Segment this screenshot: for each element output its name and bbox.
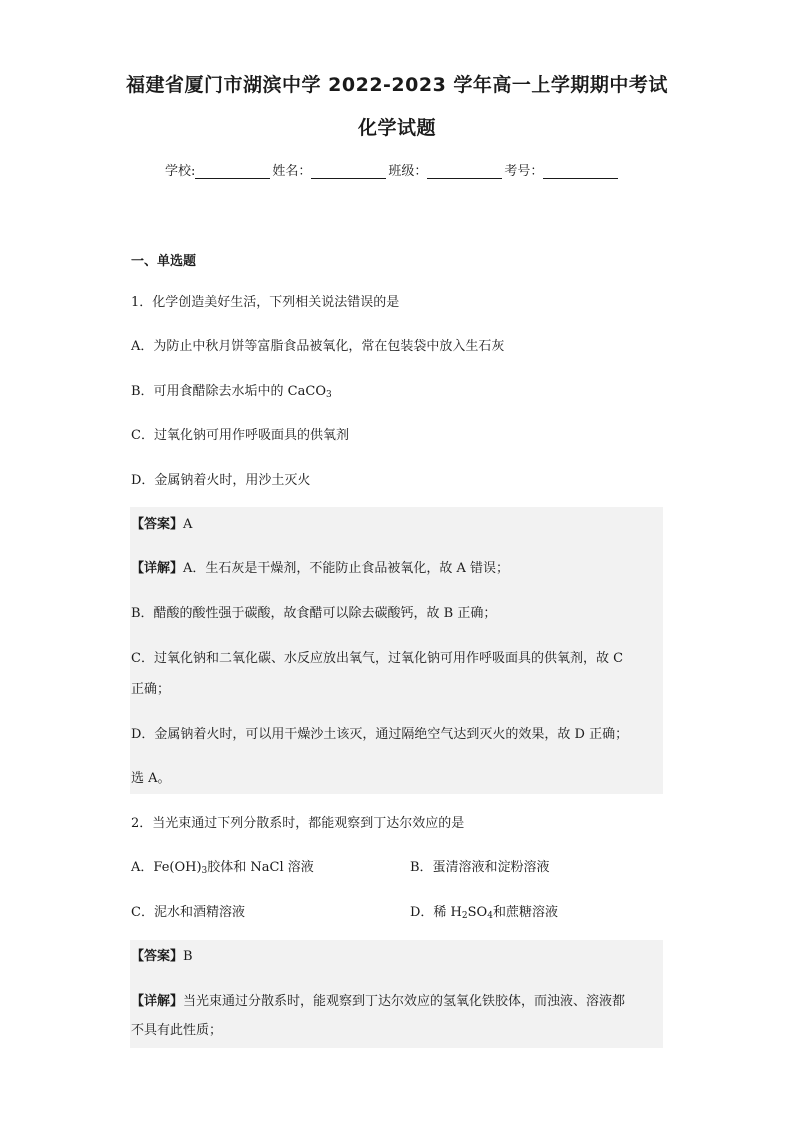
q1-option-a: A．为防止中秋月饼等富脂食品被氧化，常在包装袋中放入生石灰 bbox=[131, 339, 505, 354]
q1-option-b-text: B．可用食醋除去水垢中的 CaCO bbox=[131, 384, 326, 399]
q2-answer-value: B bbox=[183, 949, 193, 964]
class-blank bbox=[427, 166, 502, 179]
q2-stem: 2．当光束通过下列分散系时，都能观察到丁达尔效应的是 bbox=[131, 816, 465, 831]
section-heading: 一、单选题 bbox=[131, 254, 197, 269]
q2-answer-label: 【答案】 bbox=[131, 949, 184, 964]
q1-explain-c1: C．过氧化钠和二氧化碳、水反应放出氧气，过氧化钠可用作呼吸面具的供氧剂，故 C bbox=[131, 651, 624, 666]
q1-explain-c2: 正确； bbox=[131, 682, 171, 697]
name-label: 姓名： bbox=[272, 164, 312, 179]
q1-explain-a bbox=[131, 560, 509, 578]
q1-option-c: C．过氧化钠可用作呼吸面具的供氧剂 bbox=[131, 428, 349, 443]
q1-explain-a-text: A．生石灰是干燥剂，不能防止食品被氧化，故 A 错误； bbox=[183, 561, 510, 576]
q2-option-a-subscript: 3 bbox=[201, 866, 208, 876]
document-title: 福建省厦门市湖滨中学 2022-2023 学年高一上学期期中考试 bbox=[126, 74, 668, 96]
name-blank bbox=[311, 166, 386, 179]
class-label: 班级： bbox=[388, 164, 428, 179]
q2-option-d-post: 和蔗糖溶液 bbox=[492, 905, 558, 920]
q2-explain-label: 【详解】 bbox=[131, 994, 184, 1009]
q1-explain-d: D．金属钠着火时，可以用干燥沙土该灭，通过隔绝空气达到灭火的效果，故 D 正确； bbox=[131, 727, 629, 742]
q2-explain-1-text: 当光束通过分散系时，能观察到丁达尔效应的氢氧化铁胶体，而浊液、溶液都 bbox=[183, 994, 626, 1009]
q1-answer-label: 【答案】 bbox=[131, 517, 184, 532]
q2-explain-1 bbox=[131, 993, 625, 1011]
q2-option-a-pre: A．Fe(OH) bbox=[131, 860, 202, 875]
q2-explain-2: 不具有此性质； bbox=[131, 1023, 223, 1038]
q1-answer-value: A bbox=[183, 517, 193, 532]
q2-option-d-mid: SO bbox=[467, 905, 488, 920]
q1-option-d: D．金属钠着火时，用沙土灭火 bbox=[131, 473, 311, 488]
document-subtitle: 化学试题 bbox=[357, 117, 436, 139]
q2-option-a bbox=[131, 859, 314, 877]
q2-option-a-post: 胶体和 NaCl 溶液 bbox=[207, 860, 314, 875]
q1-option-b bbox=[131, 383, 332, 401]
student-info-row bbox=[165, 160, 620, 179]
q2-option-d bbox=[410, 904, 558, 922]
school-label: 学校: bbox=[165, 164, 196, 179]
q1-option-b-subscript: 3 bbox=[326, 390, 332, 400]
q2-answer bbox=[131, 948, 193, 966]
q2-option-d-pre: D．稀 H bbox=[410, 905, 462, 920]
school-blank bbox=[195, 166, 270, 179]
q2-option-c: C．泥水和酒精溶液 bbox=[131, 905, 245, 920]
number-blank bbox=[543, 166, 618, 179]
q1-stem: 1．化学创造美好生活，下列相关说法错误的是 bbox=[131, 295, 400, 310]
q1-conclusion: 选 A。 bbox=[131, 771, 171, 786]
q1-answer bbox=[131, 516, 192, 534]
q2-option-d-subscript-1: 2 bbox=[461, 911, 468, 921]
q2-option-b: B．蛋清溶液和淀粉溶液 bbox=[410, 860, 550, 875]
q1-explain-b: B．醋酸的酸性强于碳酸，故食醋可以除去碳酸钙，故 B 正确； bbox=[131, 606, 497, 621]
q1-explain-label: 【详解】 bbox=[131, 561, 184, 576]
number-label: 考号： bbox=[504, 164, 544, 179]
q2-option-d-subscript-2: 4 bbox=[487, 911, 493, 921]
